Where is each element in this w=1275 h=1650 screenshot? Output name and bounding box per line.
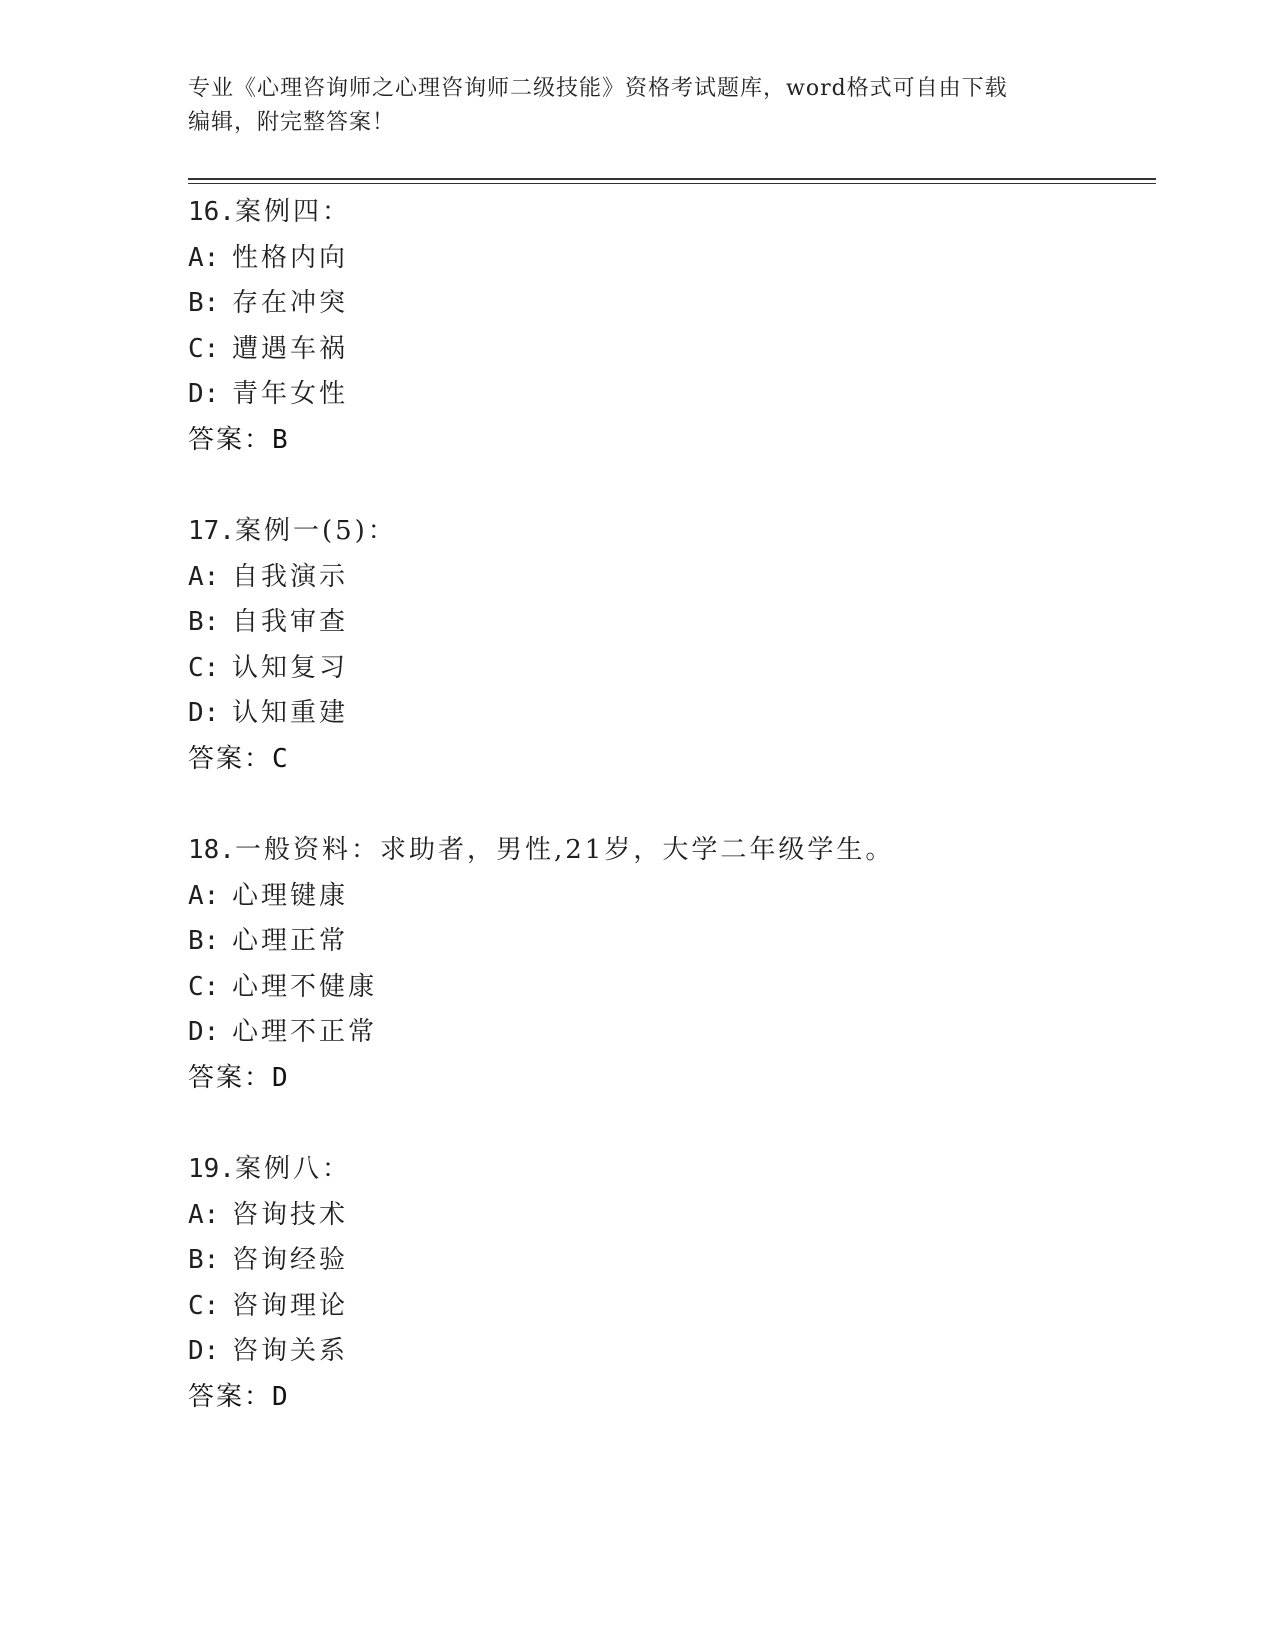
option-a (188, 236, 1148, 282)
document-header (188, 72, 1088, 140)
answer-label: 答案： (188, 743, 273, 774)
option-text: 心理键康 (232, 880, 349, 911)
option-text: 咨询技术 (232, 1199, 349, 1230)
option-a (188, 555, 1148, 601)
option-letter: C: (188, 333, 220, 364)
option-text: 心理正常 (232, 926, 349, 956)
option-a (188, 1193, 1148, 1239)
option-text: 自我审查 (232, 607, 349, 637)
option-c (188, 965, 1148, 1011)
question-text: 案例八： (234, 1154, 351, 1184)
option-letter: D: (188, 379, 220, 409)
header-divider-bottom (188, 183, 1156, 184)
option-letter: A: (188, 1199, 220, 1230)
question-number: 18. (188, 835, 235, 865)
answer-line (188, 1375, 1148, 1421)
question-list (188, 190, 1148, 1466)
header-divider-top (188, 178, 1156, 180)
answer-line (188, 1056, 1148, 1102)
option-d (188, 1010, 1148, 1056)
question-text: 案例四： (234, 197, 351, 227)
answer-value: B (272, 424, 290, 455)
question-stem (188, 509, 1148, 555)
option-text: 咨询关系 (232, 1336, 349, 1366)
option-text: 咨询理论 (232, 1290, 349, 1321)
option-text: 遭遇车祸 (232, 333, 349, 364)
header-line-2: 编辑，附完整答案！ (188, 110, 396, 135)
option-text: 心理不正常 (232, 1017, 378, 1047)
option-d (188, 691, 1148, 737)
option-b (188, 281, 1148, 327)
option-letter: C: (188, 971, 220, 1002)
answer-label: 答案： (188, 1062, 273, 1093)
question-text: 一般资料：求助者，男性,21岁，大学二年级学生。 (234, 835, 895, 865)
question-stem (188, 828, 1148, 874)
answer-value: D (272, 1062, 290, 1093)
option-text: 性格内向 (232, 242, 349, 273)
question-18 (188, 828, 1148, 1101)
question-stem (188, 1147, 1148, 1193)
option-text: 青年女性 (232, 379, 349, 409)
answer-line (188, 418, 1148, 464)
header-line-1: 专业《心理咨询师之心理咨询师二级技能》资格考试题库，word格式可自由下载 (188, 76, 1008, 101)
option-a (188, 874, 1148, 920)
option-letter: C: (188, 652, 220, 683)
question-text: 案例一(5)： (234, 516, 397, 546)
question-number: 16. (188, 197, 235, 227)
option-letter: A: (188, 242, 220, 273)
option-b (188, 1238, 1148, 1284)
option-letter: D: (188, 698, 220, 728)
question-number: 19. (188, 1154, 235, 1184)
option-text: 咨询经验 (232, 1245, 349, 1275)
option-b (188, 600, 1148, 646)
option-letter: A: (188, 561, 220, 592)
question-number: 17. (188, 516, 235, 546)
question-16 (188, 190, 1148, 463)
option-text: 存在冲突 (232, 288, 349, 318)
answer-label: 答案： (188, 424, 273, 455)
option-letter: D: (188, 1017, 220, 1047)
question-17 (188, 509, 1148, 782)
option-letter: A: (188, 880, 220, 911)
question-stem (188, 190, 1148, 236)
option-letter: B: (188, 288, 220, 318)
option-d (188, 1329, 1148, 1375)
option-text: 心理不健康 (232, 971, 378, 1002)
option-text: 认知复习 (232, 652, 349, 683)
question-19 (188, 1147, 1148, 1420)
answer-line (188, 737, 1148, 783)
option-text: 认知重建 (232, 698, 349, 728)
answer-value: D (272, 1381, 290, 1412)
option-letter: B: (188, 1245, 220, 1275)
option-c (188, 646, 1148, 692)
option-letter: D: (188, 1336, 220, 1366)
option-d (188, 372, 1148, 418)
option-c (188, 1284, 1148, 1330)
option-c (188, 327, 1148, 373)
option-b (188, 919, 1148, 965)
answer-value: C (272, 743, 290, 774)
option-text: 自我演示 (232, 561, 349, 592)
option-letter: C: (188, 1290, 220, 1321)
answer-label: 答案： (188, 1381, 273, 1412)
option-letter: B: (188, 926, 220, 956)
option-letter: B: (188, 607, 220, 637)
